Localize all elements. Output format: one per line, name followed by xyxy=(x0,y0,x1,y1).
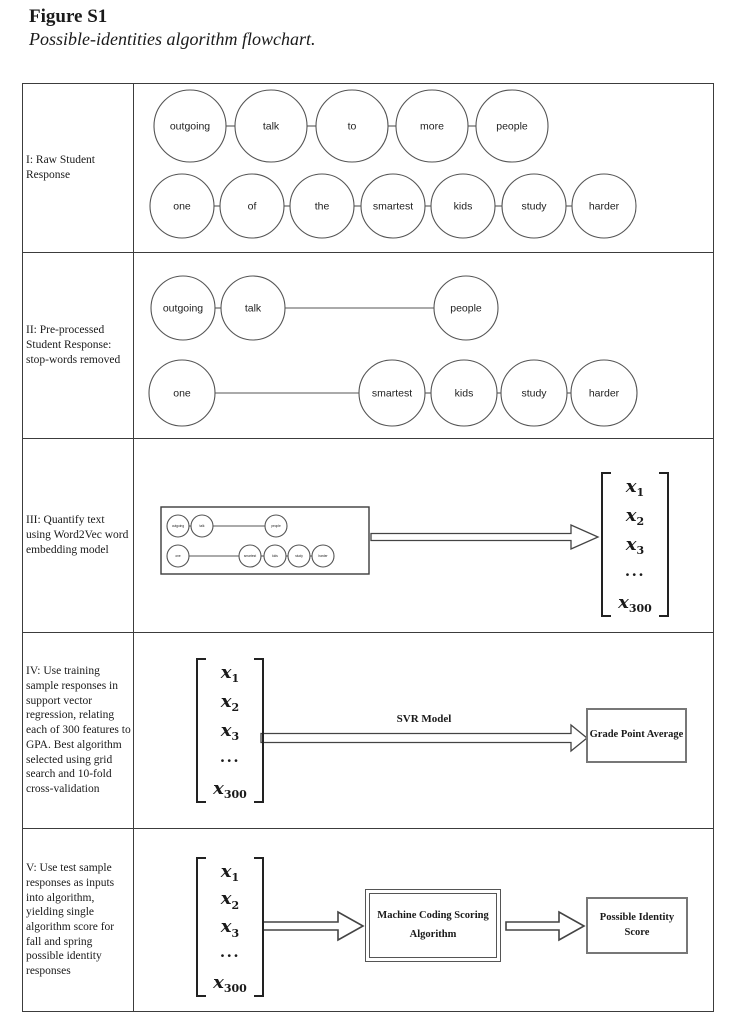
word-node xyxy=(151,276,215,340)
machine-coding-line-1: Machine Coding Scoring xyxy=(377,909,489,921)
row-2-label: II: Pre-processed Student Response: stop-words removed xyxy=(23,253,134,438)
word-label: smartest xyxy=(372,200,414,213)
word-node xyxy=(571,360,637,426)
word-node xyxy=(396,90,468,162)
vector-entry: x 2 xyxy=(220,690,240,714)
vector-entry: x 2 xyxy=(220,888,240,912)
row-1-content xyxy=(134,84,713,252)
right-arrow-icon xyxy=(371,525,598,549)
word-node xyxy=(316,90,388,162)
row-4-label: IV: Use training sample responses in support vector regression, relating each of 300 features to GPA. Best algorithm selected using grid search and 10-fold cross-validation xyxy=(23,633,134,828)
word-node xyxy=(434,276,498,340)
vector-ellipsis: ... xyxy=(219,942,241,961)
vector-entry: x 3 xyxy=(220,916,240,940)
flowchart-row-5 xyxy=(23,828,713,1011)
mini-diagram xyxy=(167,515,334,567)
word-label: talk xyxy=(262,120,280,133)
vector-entry: x 300 xyxy=(213,971,247,995)
vector-entry: x 1 xyxy=(625,475,645,499)
vector-left-bracket xyxy=(601,472,611,617)
row-2-content xyxy=(134,253,713,438)
right-arrow-icon xyxy=(261,725,587,751)
word-node xyxy=(476,90,548,162)
right-arrow-icon xyxy=(263,912,363,940)
vector-entry: x 2 xyxy=(625,504,645,528)
word-label: harder xyxy=(588,200,620,213)
vector-left-bracket xyxy=(196,857,206,997)
word-label: smartest xyxy=(371,387,413,400)
word-label: to xyxy=(347,120,357,133)
feature-vector xyxy=(196,658,264,803)
word-label: the xyxy=(314,200,330,213)
vector-entry: x 300 xyxy=(213,777,247,801)
word-node xyxy=(290,174,354,238)
word-label: people xyxy=(496,120,528,133)
word-label: study xyxy=(521,200,547,213)
word-node xyxy=(149,360,215,426)
word-label: outgoing xyxy=(162,302,204,315)
vector-ellipsis: ... xyxy=(624,561,646,580)
flowchart-table xyxy=(22,83,714,1012)
vector-entry: x 300 xyxy=(618,591,652,615)
word-label: study xyxy=(521,387,547,400)
mini-word-label: kids xyxy=(272,554,278,558)
row-4-content xyxy=(134,633,713,828)
word-node xyxy=(431,174,495,238)
word-node xyxy=(501,360,567,426)
word-label: one xyxy=(173,387,191,400)
word-label: kids xyxy=(454,387,474,400)
figure-title: Figure S1 xyxy=(29,6,108,27)
svr-model-label: SVR Model xyxy=(396,713,452,725)
feature-vector xyxy=(196,857,264,997)
word-label: one xyxy=(173,200,191,213)
word-node xyxy=(150,174,214,238)
figure-caption: Possible-identities algorithm flowchart. xyxy=(29,29,316,49)
vector-right-bracket xyxy=(254,857,264,997)
row-5-content xyxy=(134,829,713,1011)
vector-entry: x 1 xyxy=(220,661,240,685)
possible-identity-score-box xyxy=(586,897,688,954)
machine-coding-line-2: Algorithm xyxy=(409,929,457,940)
row-5-label: V: Use test sample responses as inputs into algorithm, yielding single algorithm score for fall and spring possible identity responses xyxy=(23,829,134,1011)
flowchart-row-2 xyxy=(23,252,713,438)
word-node xyxy=(154,90,226,162)
word-node xyxy=(235,90,307,162)
mini-word-label: talk xyxy=(199,524,205,528)
mini-word-label: people xyxy=(271,524,281,528)
word-label: of xyxy=(247,200,257,213)
possible-identity-line-1: Possible Identity xyxy=(599,911,675,923)
word-node xyxy=(572,174,636,238)
flowchart-row-3 xyxy=(23,438,713,632)
word-label: kids xyxy=(453,200,473,213)
grade-point-average-box xyxy=(586,708,687,763)
vector-left-bracket xyxy=(196,658,206,803)
row-2-word-graph xyxy=(134,253,711,438)
vector-entry: x 3 xyxy=(625,533,645,557)
mini-word-label: outgoing xyxy=(171,524,185,528)
row-1-label: I: Raw Student Response xyxy=(23,84,134,252)
vector-ellipsis: ... xyxy=(219,747,241,766)
mini-word-label: study xyxy=(295,554,303,558)
vector-entry: x 3 xyxy=(220,719,240,743)
mini-diagram-frame xyxy=(161,507,369,574)
word-label: harder xyxy=(588,387,620,400)
vector-right-bracket xyxy=(659,472,669,617)
word-node xyxy=(361,174,425,238)
mini-word-label: harder xyxy=(318,554,328,558)
word-label: talk xyxy=(244,302,262,315)
right-arrow-icon xyxy=(506,912,584,940)
row-1-word-graph xyxy=(134,84,711,252)
word-node xyxy=(220,174,284,238)
row-3-label: III: Quantify text using Word2Vec word embedding model xyxy=(23,439,134,632)
mini-word-label: one xyxy=(175,554,181,558)
machine-coding-box xyxy=(365,889,501,962)
feature-vector xyxy=(601,472,669,617)
vector-entry: x 1 xyxy=(220,860,240,884)
word-label: outgoing xyxy=(169,120,211,133)
word-label: people xyxy=(450,302,482,315)
word-node xyxy=(431,360,497,426)
word-label: more xyxy=(420,120,444,133)
flowchart-row-4 xyxy=(23,632,713,828)
word-node xyxy=(221,276,285,340)
vector-right-bracket xyxy=(254,658,264,803)
grade-point-average-text: Grade Point Average xyxy=(589,729,684,741)
word-node xyxy=(359,360,425,426)
row-3-content xyxy=(134,439,713,632)
possible-identity-line-2: Score xyxy=(624,927,650,938)
mini-word-label: smartest xyxy=(243,554,257,558)
flowchart-row-1 xyxy=(23,84,713,252)
word-node xyxy=(502,174,566,238)
